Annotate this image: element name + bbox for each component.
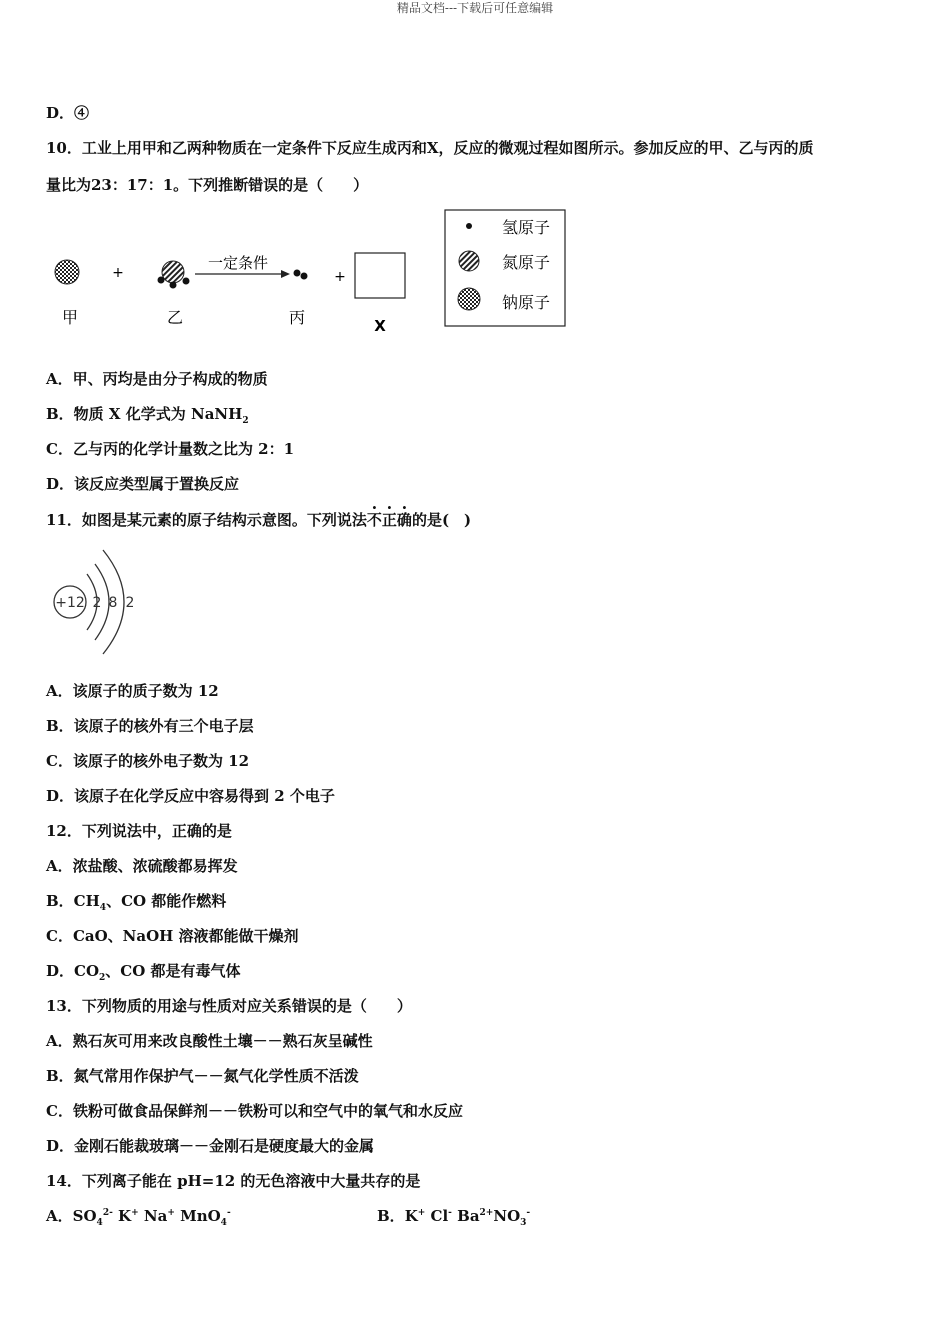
label-yi: 乙 (166, 308, 184, 327)
q10-option-c: C．乙与丙的化学计量数之比为 2：1 (46, 440, 295, 458)
q13-stem: 13．下列物质的用途与性质对应关系错误的是（ ） (46, 997, 412, 1015)
q14-option-a: A．$SO_4^{2-}$ K+ Na+ MnO$_4$- (46, 1207, 231, 1228)
plus-sign-1: + (112, 265, 124, 281)
page-header: 精品文档---下载后可任意编辑 (396, 1, 554, 15)
legend-nitrogen-symbol (459, 251, 479, 271)
q12-option-c: C．CaO、NaOH 溶液都能做干燥剂 (46, 927, 299, 945)
q12-option-d: D．$CO_2$、CO 都是有毒气体 (46, 962, 241, 983)
label-jia: 甲 (61, 308, 79, 327)
q10-stem-line1: 10．工业上用甲和乙两种物质在一定条件下反应生成丙和X，反应的微观过程如图所示。参加反应的甲、乙与丙的质 (46, 139, 814, 157)
q12-option-b: B．$CH_4$、CO 都能作燃料 (46, 892, 227, 913)
q13-option-c: C．铁粉可做食品保鲜剂－－铁粉可以和空气中的氧气和水反应 (46, 1102, 463, 1120)
q13-option-b: B．氮气常用作保护气－－氮气化学性质不活泼 (46, 1067, 359, 1085)
q11-atom-structure-diagram (45, 540, 145, 660)
jia-sodium-atom (55, 260, 79, 284)
q9-option-d: D．④ (46, 104, 90, 122)
q11-option-d: D．该原子在化学反应中容易得到 2 个电子 (46, 787, 335, 805)
q13-option-a: A．熟石灰可用来改良酸性土壤－－熟石灰呈碱性 (46, 1032, 373, 1050)
legend-sodium-symbol (458, 288, 480, 310)
shell-electrons-2: 8 (108, 595, 118, 611)
q14-stem: 14．下列离子能在 pH=12 的无色溶液中大量共存的是 (46, 1172, 421, 1190)
legend-hydrogen-symbol (466, 223, 472, 229)
legend-sodium-label: 钠原子 (502, 293, 551, 312)
q12-stem: 12．下列说法中，正确的是 (46, 822, 232, 840)
x-unknown-box (355, 253, 405, 298)
yi-ammonia-molecule (158, 261, 190, 289)
q10-option-a: A．甲、丙均是由分子构成的物质 (46, 370, 268, 388)
shell-electrons-1: 2 (92, 595, 102, 611)
q11-stem: 11．如图是某元素的原子结构示意图。下列说法不正确的是( ) (46, 511, 472, 529)
q10-reaction-diagram (40, 205, 580, 345)
plus-sign-2: + (334, 269, 346, 285)
q12-option-a: A．浓盐酸、浓硫酸都易挥发 (46, 857, 238, 875)
q10-legend (445, 210, 565, 326)
label-x: X (374, 317, 386, 335)
q11-option-b: B．该原子的核外有三个电子层 (46, 717, 254, 735)
reaction-arrow-head (281, 270, 290, 278)
label-bing: 丙 (288, 308, 306, 327)
q10-stem-line2: 量比为23：17：1。下列推断错误的是（ ） (46, 176, 369, 194)
bing-hydrogen-molecule (294, 270, 308, 280)
q13-option-d: D．金刚石能裁玻璃－－金刚石是硬度最大的金属 (46, 1137, 375, 1155)
legend-hydrogen-label: 氢原子 (502, 218, 551, 237)
q10-option-b: B．物质 X 化学式为 NaNH$_2$ (46, 405, 249, 426)
legend-nitrogen-label: 氮原子 (502, 253, 551, 272)
q11-option-a: A．该原子的质子数为 12 (46, 682, 219, 700)
atom-nucleus-charge: +12 (55, 595, 85, 611)
q11-option-c: C．该原子的核外电子数为 12 (46, 752, 250, 770)
shell-electrons-3: 2 (125, 595, 135, 611)
reaction-condition: 一定条件 (207, 254, 269, 272)
q14-option-b: B．K+ Cl- $Ba^{2+}NO_3^-$ (377, 1207, 531, 1228)
q10-option-d: D．该反应类型属于置换反应 (46, 475, 240, 493)
